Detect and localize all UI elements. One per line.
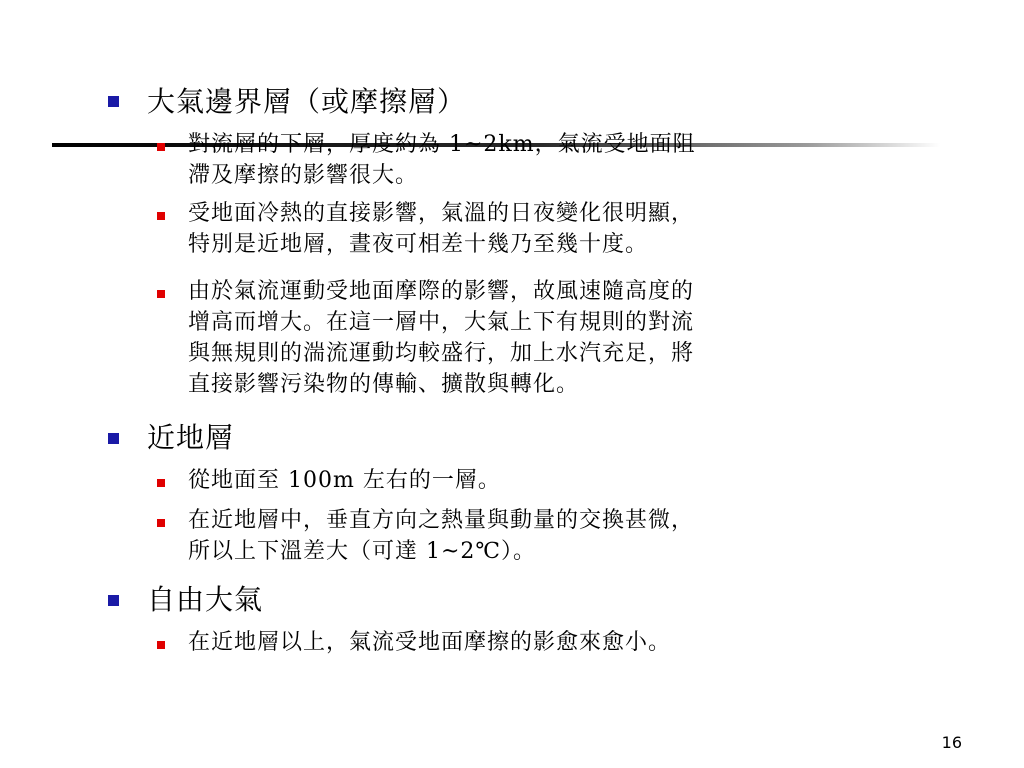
section-2-bullet bbox=[108, 433, 119, 444]
section-1-item-3-line-1: 由於氣流運動受地面摩際的影響，故風速隨高度的 bbox=[188, 279, 695, 304]
section-1-item-3-line-4: 直接影響污染物的傳輸、擴散與轉化。 bbox=[188, 372, 580, 397]
section-3-item-1-line-1: 在近地層以上，氣流受地面摩擦的影愈來愈小。 bbox=[188, 630, 672, 655]
section-1-item-1-line-2: 滯及摩擦的影響很大。 bbox=[188, 163, 419, 188]
section-2-item-1-line-1: 從地面至 100m 左右的一層。 bbox=[188, 468, 501, 493]
section-1-item-3 bbox=[188, 276, 694, 400]
section-3-bullet bbox=[108, 595, 119, 606]
section-3-item-1-bullet bbox=[157, 641, 165, 649]
section-2-item-2 bbox=[188, 505, 694, 567]
section-1-heading: 大氣邊界層（或摩擦層） bbox=[147, 85, 467, 118]
section-1-item-2-bullet bbox=[157, 212, 165, 220]
section-2-item-2-bullet bbox=[157, 519, 165, 527]
section-3-heading: 自由大氣 bbox=[147, 583, 264, 616]
section-1-item-3-line-2: 增高而增大。在這一層中，大氣上下有規則的對流 bbox=[188, 310, 695, 335]
section-1-item-2-line-2: 特別是近地層，晝夜可相差十幾乃至幾十度。 bbox=[188, 232, 649, 257]
section-2-item-2-line-2: 所以上下溫差大（可達 1~2℃）。 bbox=[188, 539, 537, 564]
section-1-item-1-bullet bbox=[157, 143, 165, 151]
section-3-item-1 bbox=[188, 627, 671, 658]
section-1-item-3-bullet bbox=[157, 290, 165, 298]
section-2-item-1-bullet bbox=[157, 479, 165, 487]
section-2-item-2-line-1: 在近地層中，垂直方向之熱量與動量的交換甚微， bbox=[188, 508, 695, 533]
section-1-item-1 bbox=[188, 129, 696, 191]
section-1-item-2-line-1: 受地面冷熱的直接影響，氣溫的日夜變化很明顯， bbox=[188, 201, 695, 226]
section-1-item-1-line-1: 對流層的下層，厚度約為 1~2km，氣流受地面阻 bbox=[188, 132, 696, 157]
page-number: 16 bbox=[941, 733, 962, 752]
section-2-heading: 近地層 bbox=[147, 421, 235, 454]
section-2-item-1 bbox=[188, 465, 501, 496]
section-1-item-3-line-3: 與無規則的湍流運動均較盛行，加上水汽充足，將 bbox=[188, 341, 695, 366]
section-1-item-2 bbox=[188, 198, 694, 260]
section-1-bullet bbox=[108, 96, 119, 107]
